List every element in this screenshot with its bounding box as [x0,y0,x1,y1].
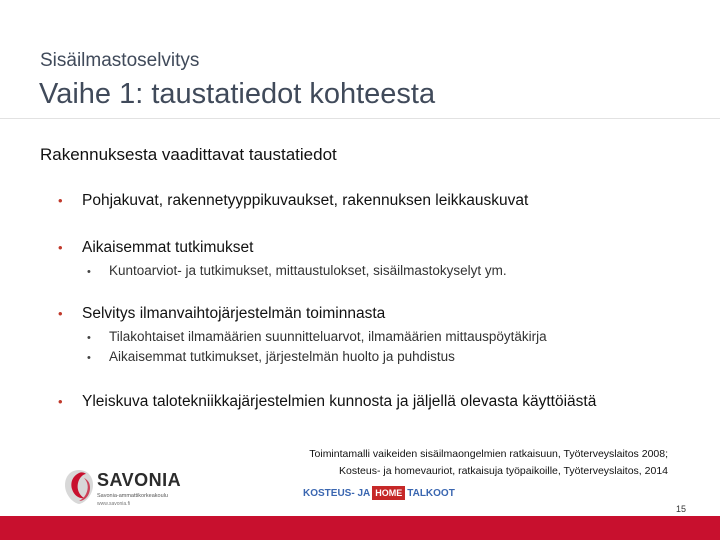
sub-bullet-item [87,349,455,364]
footer-bar [0,516,720,540]
sub-bullet-marker: • [87,332,91,344]
reference-line: Kosteus- ja homevauriot, ratkaisuja työpaikoille, Työterveyslaitos, 2014 [339,465,668,477]
bullet-item [58,192,528,210]
sub-bullet-text: Tilakohtaiset ilmamäärien suunnitteluarvot, ilmamäärien mittauspöytäkirja [109,329,547,344]
sub-bullet-text: Aikaisemmat tutkimukset, järjestelmän huolto ja puhdistus [109,349,455,364]
slide-title: Vaihe 1: taustatiedot kohteesta [39,78,436,110]
bullet-text: Selvitys ilmanvaihtojärjestelmän toiminnasta [82,305,386,322]
sub-bullet-item [87,263,507,278]
bullet-item [58,393,596,411]
reference-line: Toimintamalli vaikeiden sisäilmaongelmien ratkaisuun, Työterveyslaitos 2008; [309,448,668,460]
bullet-marker: • [58,394,63,409]
bullet-marker: • [58,193,63,208]
sub-bullet-item [87,329,547,344]
campaign-left-text: KOSTEUS- JA [303,488,371,499]
campaign-logo [303,486,455,506]
bullet-item [58,239,253,257]
sub-bullet-marker: • [87,352,91,364]
bullet-text: Aikaisemmat tutkimukset [82,239,254,256]
campaign-right-text: TALKOOT [407,488,455,499]
reference-note [309,446,668,480]
campaign-home-badge: HOME [372,486,405,500]
page-number: 15 [675,504,686,514]
title-divider [0,118,720,119]
intro-heading: Rakennuksesta vaadittavat taustatiedot [40,145,337,164]
logo-wordmark: SAVONIA [97,470,182,490]
logo-tagline: Savonia-ammattikorkeakoulu [97,493,168,499]
savonia-logo [64,466,184,512]
sub-bullet-marker: • [87,266,91,278]
bullet-marker: • [58,306,63,321]
bullet-text: Pohjakuvat, rakennetyyppikuvaukset, rakennuksen leikkauskuvat [82,192,529,209]
sub-bullet-text: Kuntoarviot- ja tutkimukset, mittaustulokset, sisäilmastokyselyt ym. [109,263,507,278]
bullet-marker: • [58,240,63,255]
bullet-text: Yleiskuva talotekniikkajärjestelmien kunnosta ja jäljellä olevasta käyttöiästä [82,393,597,410]
bullet-item [58,305,385,323]
savonia-emblem-icon [64,468,94,506]
logo-url: www.savonia.fi [97,501,131,507]
slide-subtitle: Sisäilmastoselvitys [40,50,200,71]
